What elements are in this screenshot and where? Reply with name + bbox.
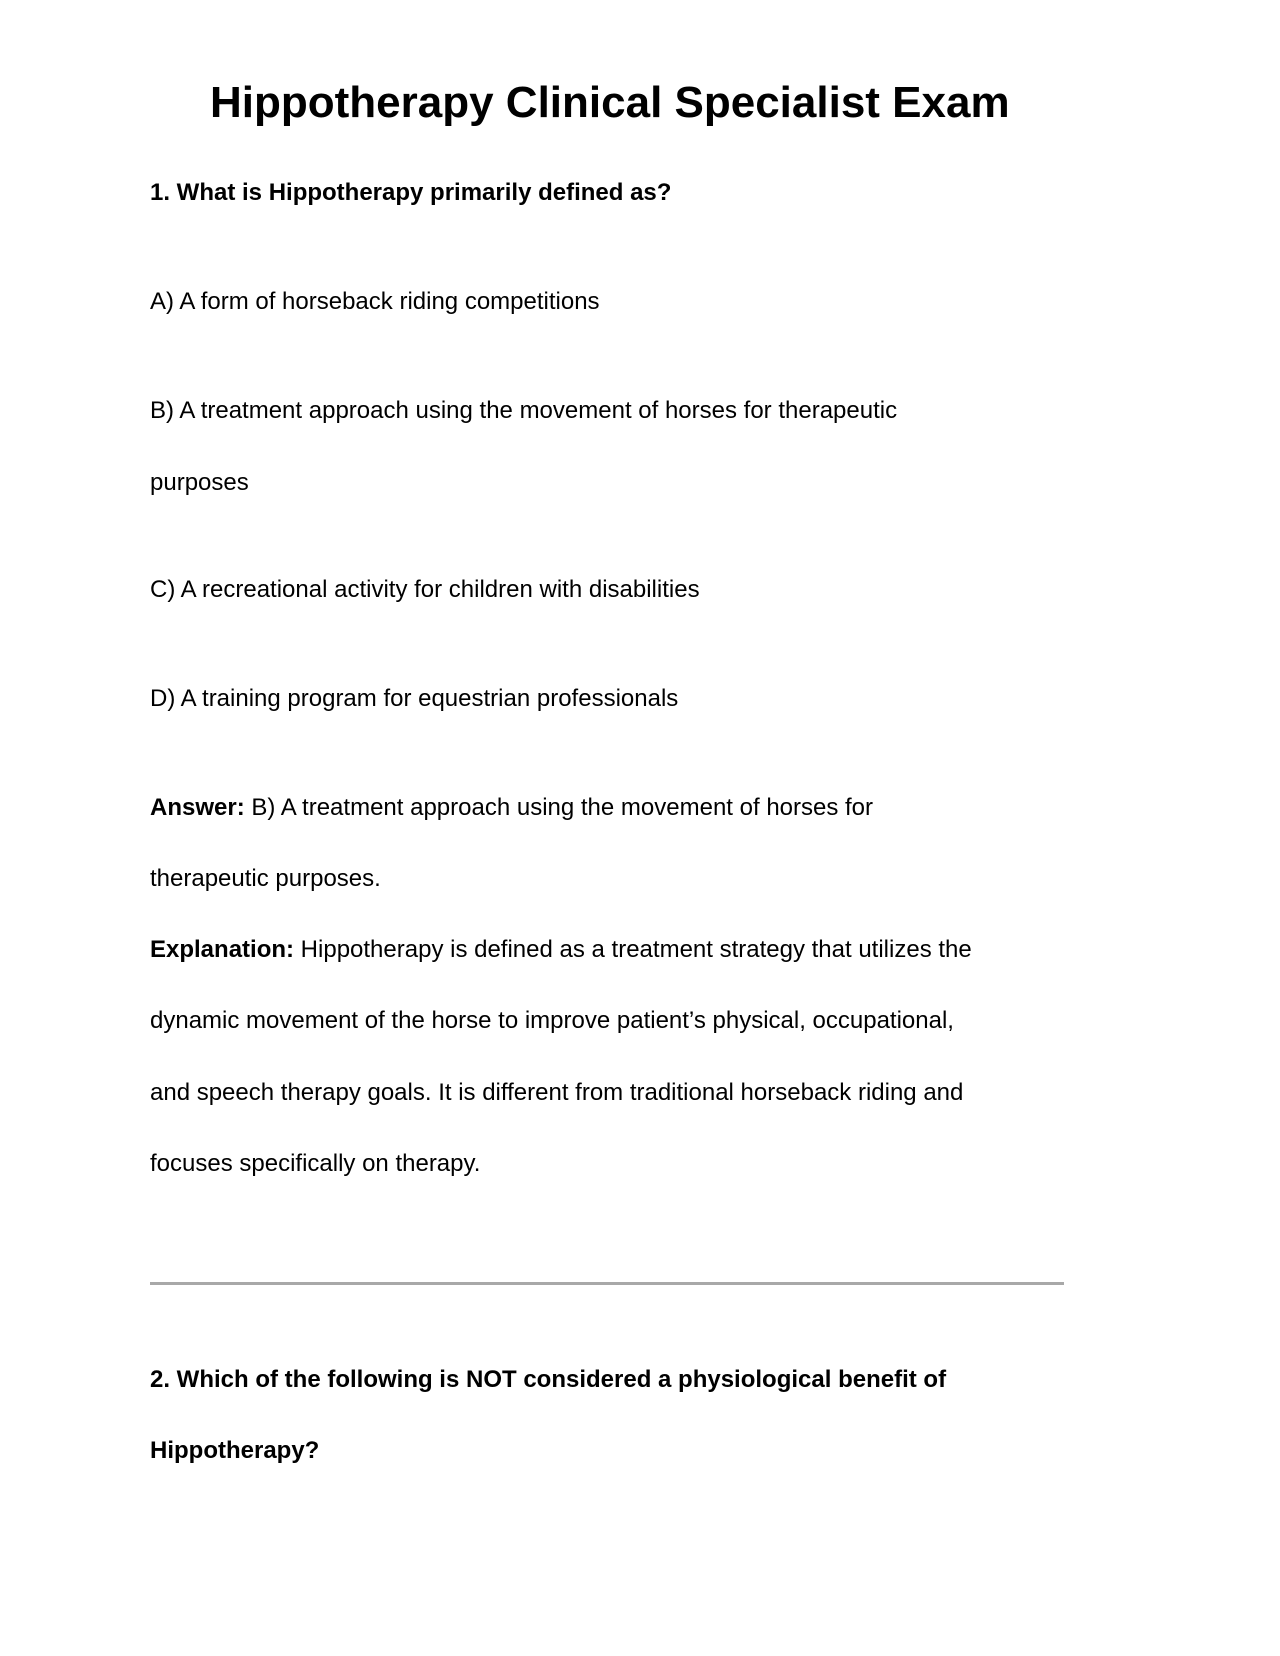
question-1-answer-continued: therapeutic purposes. — [150, 865, 381, 892]
question-1-explanation-line-4: focuses specifically on therapy. — [150, 1150, 481, 1177]
question-1-option-d: D) A training program for equestrian professionals — [150, 685, 679, 712]
question-1-option-b-continued: purposes — [150, 469, 249, 496]
answer-label: Answer: — [150, 794, 245, 821]
question-2-text: 2. Which of the following is NOT considered a physiological benefit of — [150, 1366, 947, 1393]
question-1-option-a: A) A form of horseback riding competitions — [150, 288, 600, 315]
explanation-text: Hippotherapy is defined as a treatment strategy that utilizes the — [294, 936, 972, 963]
question-1-answer — [150, 793, 873, 823]
explanation-label: Explanation: — [150, 936, 295, 963]
question-1-text: 1. What is Hippotherapy primarily defined as? — [150, 179, 672, 206]
question-1-option-c: C) A recreational activity for children with disabilities — [150, 576, 700, 603]
question-divider — [150, 1282, 1064, 1285]
question-2-text-continued: Hippotherapy? — [150, 1437, 320, 1464]
document-title: Hippotherapy Clinical Specialist Exam — [210, 78, 1010, 127]
answer-text: B) A treatment approach using the movement of horses for — [244, 794, 874, 821]
question-1-explanation-line-3: and speech therapy goals. It is different from traditional horseback riding and — [150, 1079, 964, 1106]
question-1-option-b: B) A treatment approach using the movement of horses for therapeutic — [150, 397, 898, 424]
question-1-explanation-line-2: dynamic movement of the horse to improve patient’s physical, occupational, — [150, 1007, 954, 1034]
question-1-explanation — [150, 935, 972, 965]
